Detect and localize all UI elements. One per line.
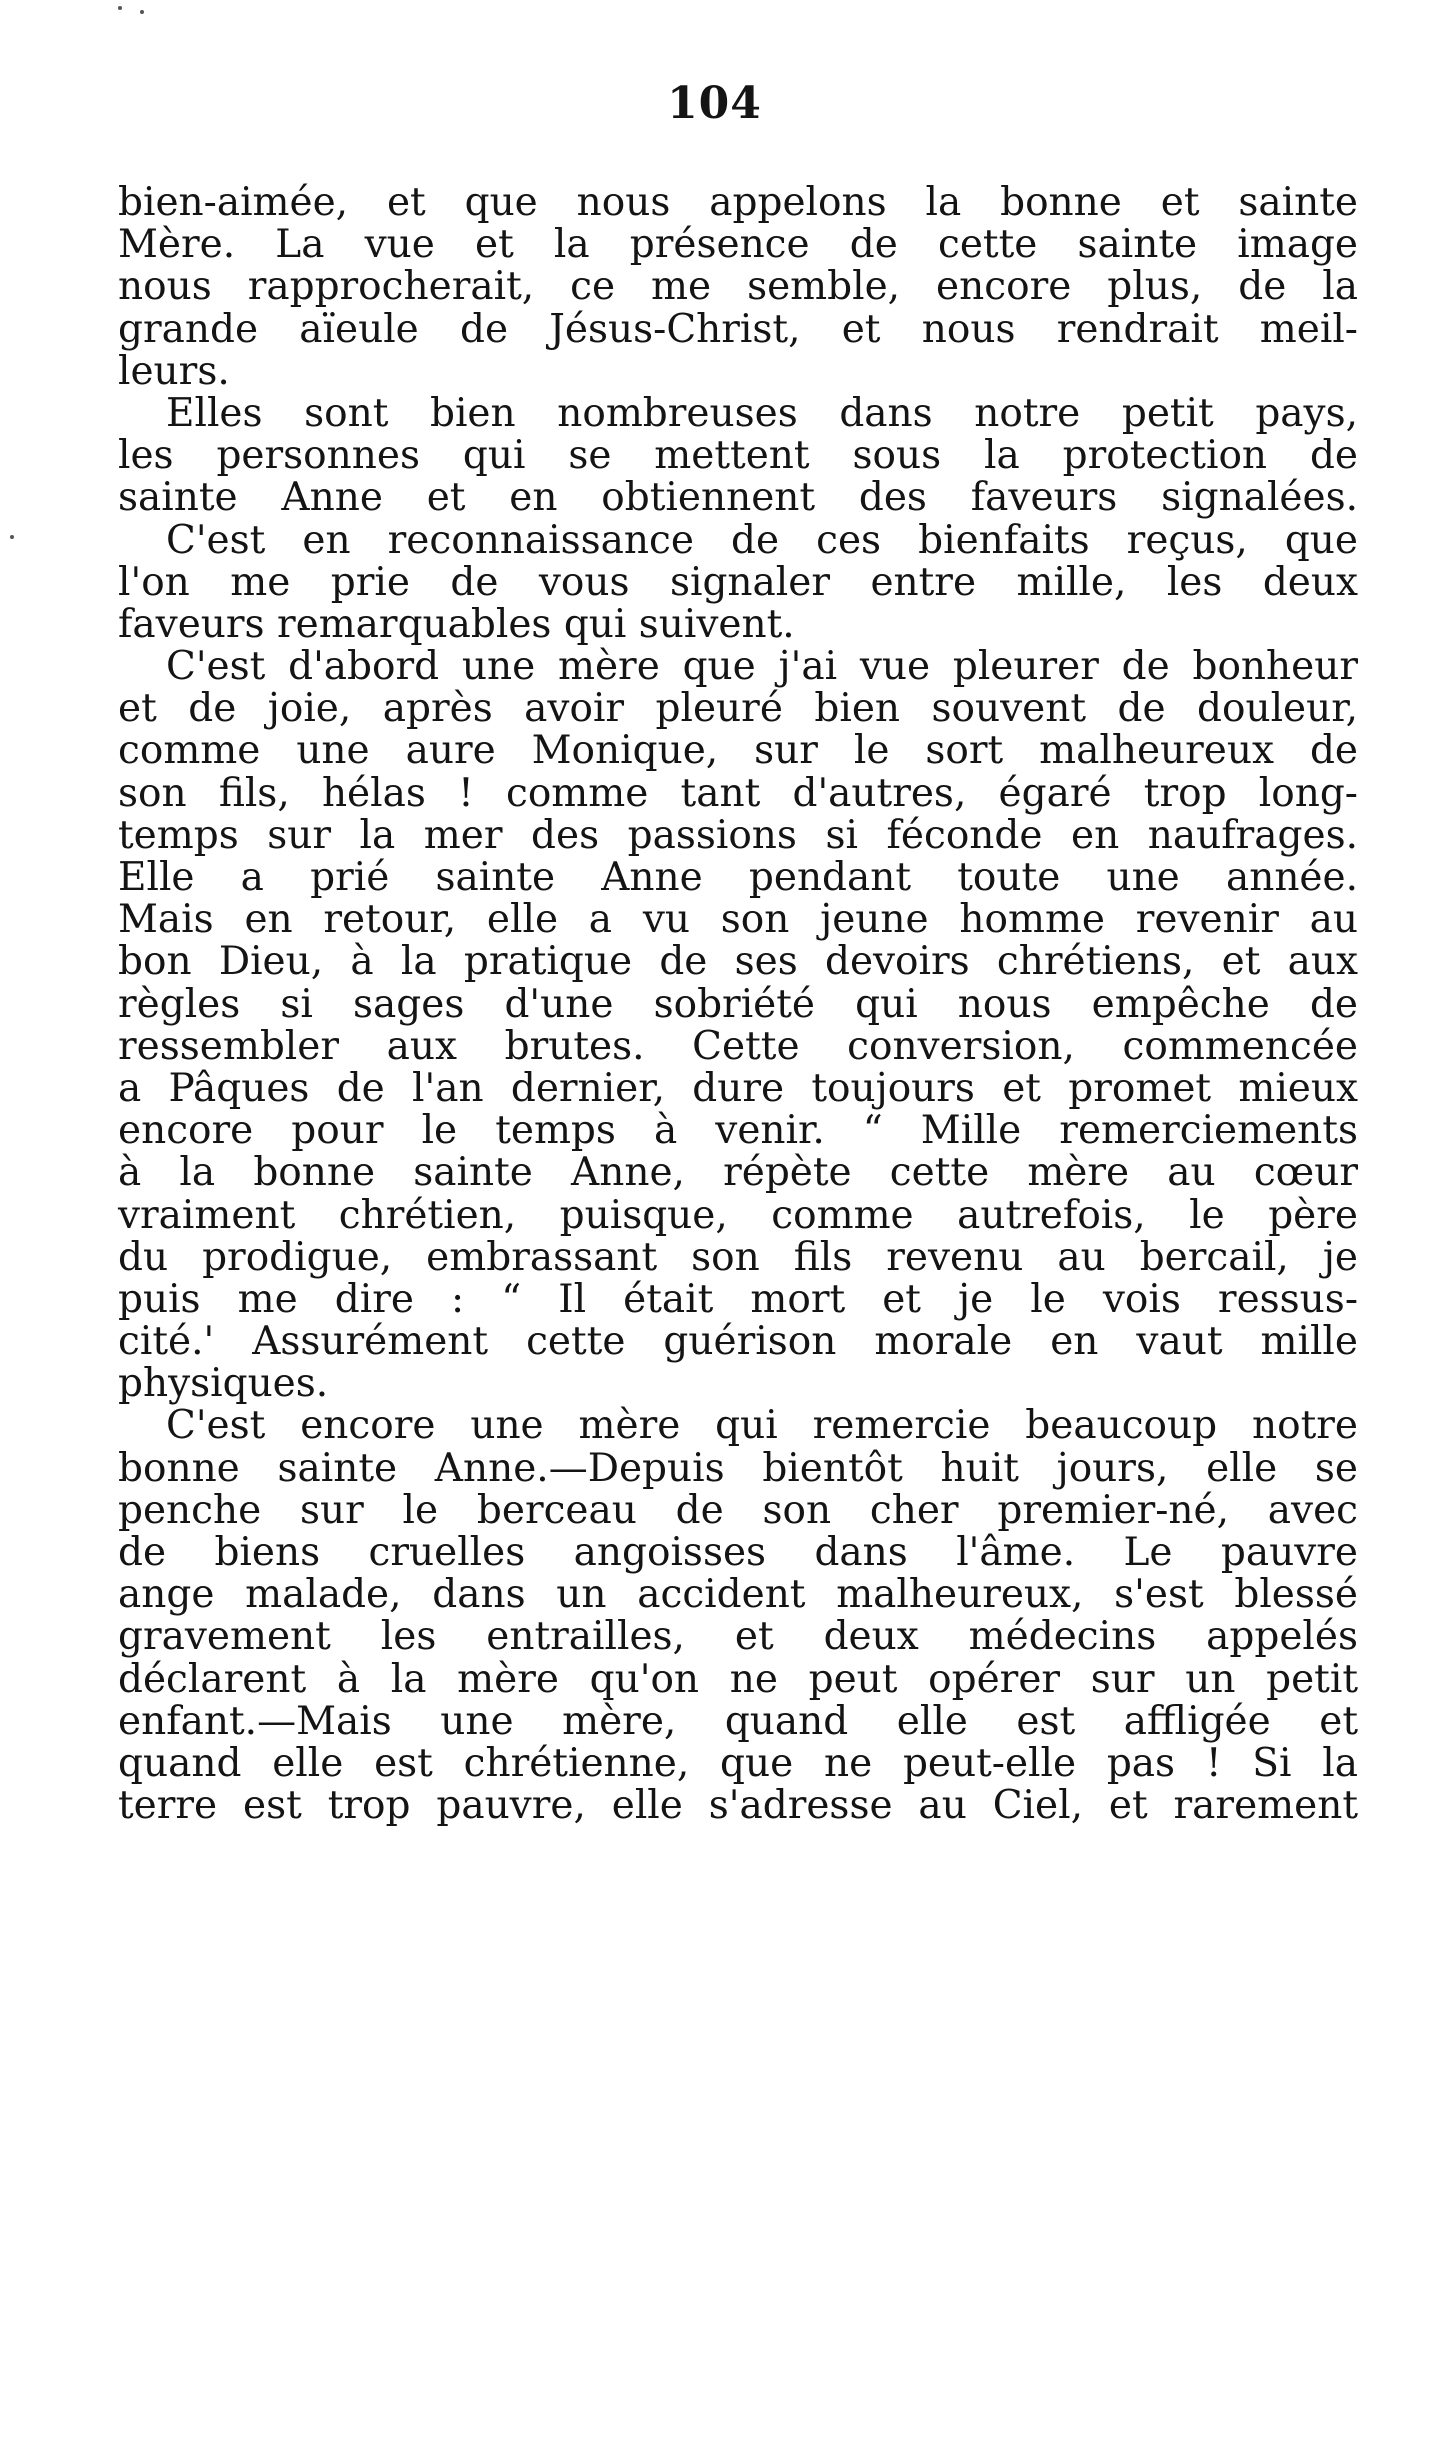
text-line: ange malade, dans un accident malheureux, s'est blessé xyxy=(118,1572,1358,1618)
text-line: temps sur la mer des passions si féconde en naufrages. xyxy=(118,812,1358,858)
text-line: déclarent à la mère qu'on ne peut opérer sur un petit xyxy=(118,1656,1358,1702)
text-line: penche sur le berceau de son cher premier-né, avec xyxy=(118,1487,1358,1533)
text-line: puis me dire : “ Il était mort et je le vois ressus- xyxy=(118,1276,1358,1322)
body-text xyxy=(118,182,1358,1827)
text-line: enfant.—Mais une mère, quand elle est affligée et xyxy=(118,1698,1358,1744)
text-line: bonne sainte Anne.—Depuis bientôt huit jours, elle se xyxy=(118,1445,1358,1491)
text-line: Mère. La vue et la présence de cette sainte image xyxy=(118,222,1358,268)
text-line: les personnes qui se mettent sous la protection de xyxy=(118,433,1358,479)
text-line: du prodigue, embrassant son fils revenu au bercail, je xyxy=(118,1234,1358,1280)
text-line: bien-aimée, et que nous appelons la bonne et sainte xyxy=(118,180,1358,225)
text-line: grande aïeule de Jésus-Christ, et nous rendrait meil- xyxy=(118,306,1358,352)
text-line: règles si sages d'une sobriété qui nous empêche de xyxy=(118,981,1358,1027)
text-line: quand elle est chrétienne, que ne peut-elle pas ! Si la xyxy=(118,1740,1358,1786)
text-line: C'est encore une mère qui remercie beaucoup notre xyxy=(166,1403,1358,1449)
text-line: de biens cruelles angoisses dans l'âme. Le pauvre xyxy=(118,1530,1358,1575)
text-line: Elles sont bien nombreuses dans notre petit pays, xyxy=(166,390,1358,436)
text-line: Elle a prié sainte Anne pendant toute une année. xyxy=(118,855,1358,900)
text-line: l'on me prie de vous signaler entre mille, les deux xyxy=(118,559,1358,605)
text-line: à la bonne sainte Anne, répète cette mère au cœur xyxy=(118,1150,1358,1196)
text-line: ressembler aux brutes. Cette conversion, commencée xyxy=(118,1023,1358,1069)
text-line: cité.' Assurément cette guérison morale en vaut mille xyxy=(118,1319,1358,1365)
scan-speck xyxy=(10,535,14,539)
text-line: comme une aure Monique, sur le sort malheureux de xyxy=(118,728,1358,774)
scan-speck xyxy=(118,6,122,10)
text-line: vraiment chrétien, puisque, comme autrefois, le père xyxy=(118,1192,1358,1238)
text-line: terre est trop pauvre, elle s'adresse au Ciel, et rarement xyxy=(118,1783,1358,1829)
text-line: C'est en reconnaissance de ces bienfaits reçus, que xyxy=(166,517,1358,563)
text-line: et de joie, après avoir pleuré bien souvent de douleur, xyxy=(118,686,1358,732)
scan-speck xyxy=(140,10,144,14)
text-line: leurs. xyxy=(118,348,230,394)
text-line: encore pour le temps à venir. “ Mille remerciements xyxy=(118,1108,1358,1154)
text-line: nous rapprocherait, ce me semble, encore plus, de la xyxy=(118,264,1358,310)
text-line: faveurs remarquables qui suivent. xyxy=(118,601,795,647)
text-line: gravement les entrailles, et deux médecins appelés xyxy=(118,1614,1358,1660)
text-line: Mais en retour, elle a vu son jeune homme revenir au xyxy=(118,897,1358,943)
text-line: sainte Anne et en obtiennent des faveurs signalées. xyxy=(118,475,1358,521)
text-line: son fils, hélas ! comme tant d'autres, égaré trop long- xyxy=(118,770,1358,816)
text-line: a Pâques de l'an dernier, dure toujours et promet mieux xyxy=(118,1065,1358,1111)
text-line: bon Dieu, à la pratique de ses devoirs chrétiens, et aux xyxy=(118,939,1358,985)
text-line: physiques. xyxy=(118,1361,329,1407)
text-line: C'est d'abord une mère que j'ai vue pleurer de bonheur xyxy=(166,644,1358,690)
page-number: 104 xyxy=(667,78,762,129)
